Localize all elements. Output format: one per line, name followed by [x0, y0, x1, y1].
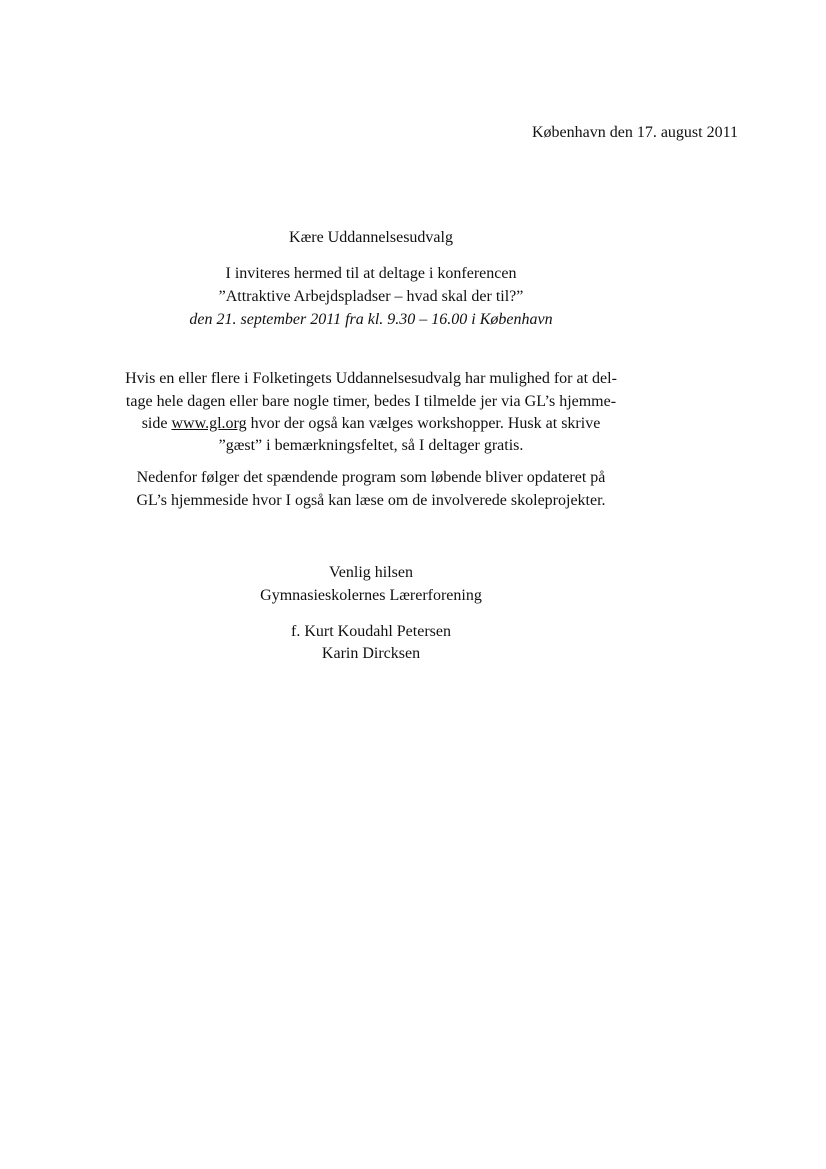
date-line: København den 17. august 2011 [531, 124, 738, 141]
closing-organization: Gymnasieskolernes Lærerforening [260, 587, 482, 604]
paragraph1-line-1: Hvis en eller flere i Folketingets Uddannelsesudvalg har mulighed for at del- [125, 370, 617, 387]
closing-greeting: Venlig hilsen [329, 564, 413, 581]
paragraph2-line-1: Nedenfor følger det spændende program som løbende bliver opdateret på [136, 469, 606, 486]
conference-title: ”Attraktive Arbejdspladser – hvad skal der til?” [218, 288, 524, 305]
conference-date-time: den 21. september 2011 fra kl. 9.30 – 16.00 i København [189, 311, 553, 328]
paragraph1-line-3-prefix: side [141, 415, 168, 432]
signer-2: Karin Dircksen [321, 645, 421, 662]
paragraph1-line-2: tage hele dagen eller bare nogle timer, bedes I tilmelde jer via GL’s hjemme- [125, 393, 617, 410]
signer-1: f. Kurt Koudahl Petersen [291, 623, 451, 640]
salutation: Kære Uddannelsesudvalg [289, 229, 453, 246]
invite-line-1: I inviteres hermed til at deltage i konferencen [225, 265, 517, 282]
paragraph1-line-4: ”gæst” i bemærkningsfeltet, så I deltager gratis. [218, 437, 524, 454]
paragraph1-line-3-suffix: hvor der også kan vælges workshopper. Husk at skrive [250, 415, 601, 432]
paragraph2-line-2: GL’s hjemmeside hvor I også kan læse om de involverede skoleprojekter. [136, 492, 606, 509]
paragraph1-line-3 [0, 414, 742, 434]
website-link[interactable]: www.gl.org [171, 415, 247, 432]
